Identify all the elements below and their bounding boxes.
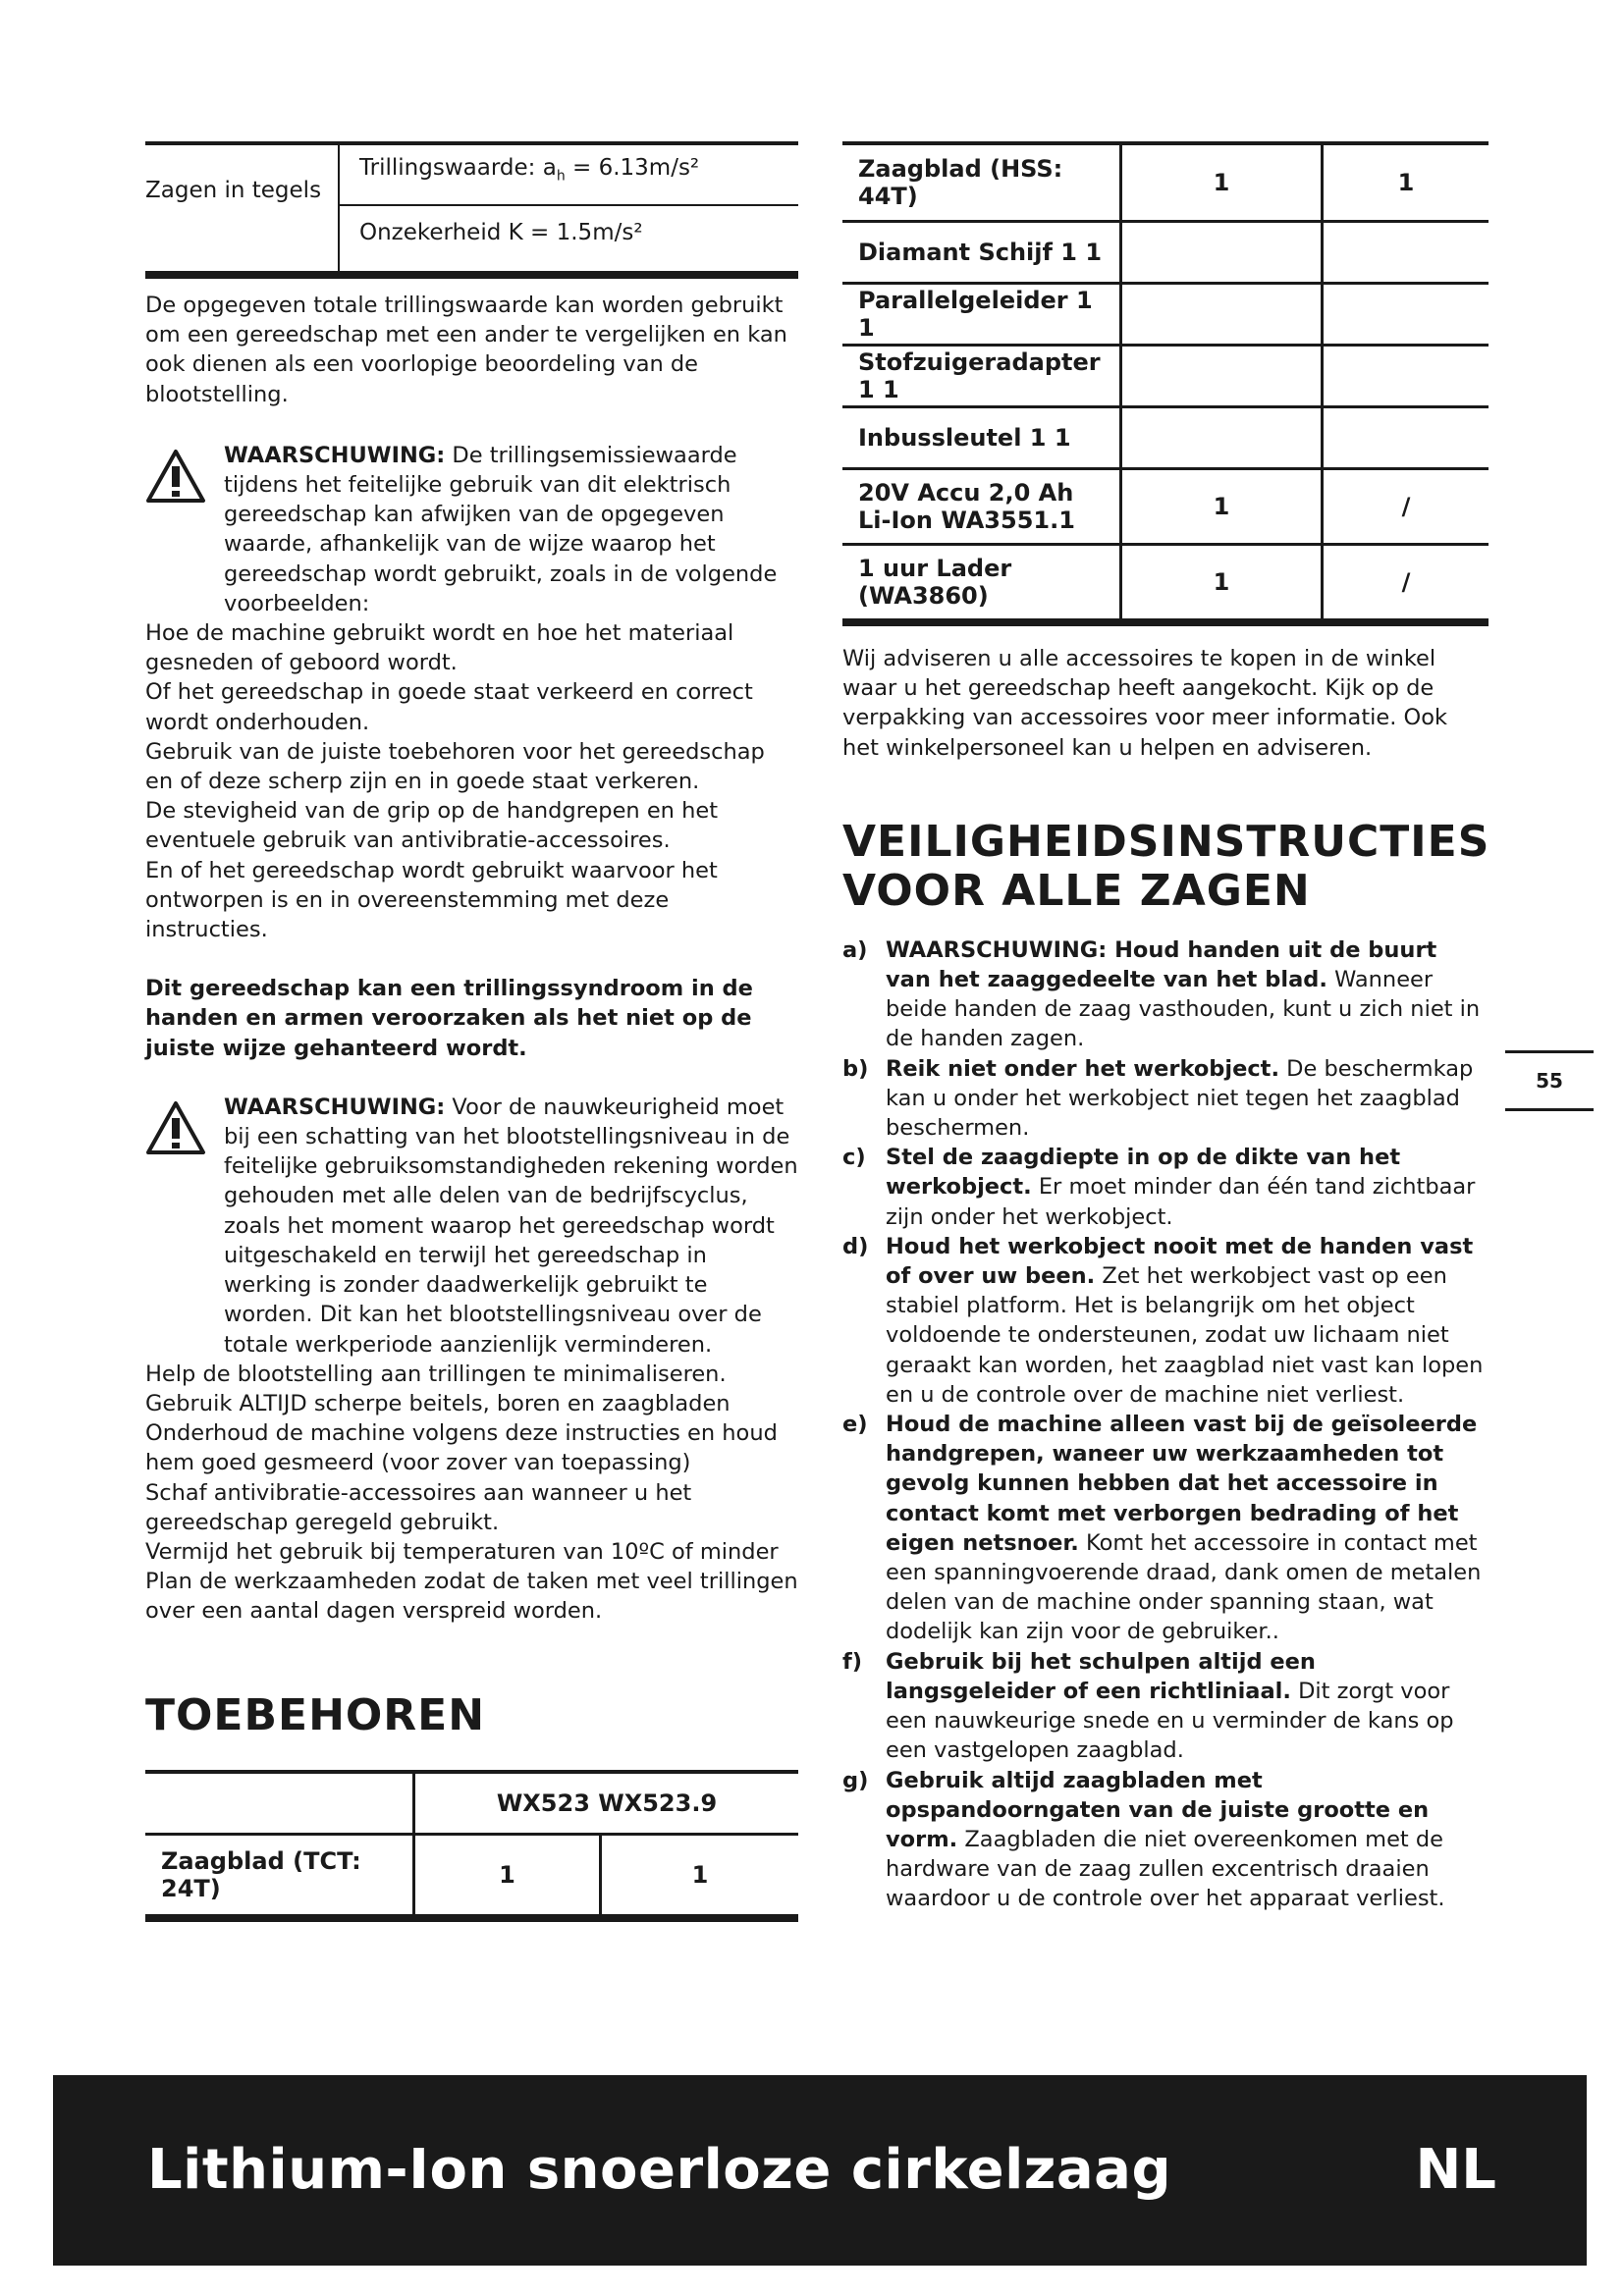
table-row — [145, 1834, 798, 1918]
footer-bar — [53, 2075, 1587, 2266]
table-cell: Zaagblad (TCT: 24T) — [145, 1834, 414, 1918]
table-cell: Inbussleutel 1 1 — [842, 407, 1121, 469]
list-item: De stevigheid van de grip op de handgrepen en het eventuele gebruik van antivibratie-accessoires. — [145, 798, 719, 854]
accessories-table-right — [842, 141, 1489, 626]
table-cell: Zaagblad (HSS: 44T) — [842, 143, 1121, 222]
warning-triangle-icon — [145, 449, 206, 504]
left-column — [145, 141, 798, 1922]
table-cell: / — [1323, 469, 1489, 545]
vibration-table — [145, 141, 798, 279]
list-item: Help de blootstelling aan trillingen te minimaliseren. — [145, 1361, 727, 1387]
table-row — [842, 407, 1489, 469]
table-cell: / — [1323, 545, 1489, 623]
list-item: Of het gereedschap in goede staat verkeerd en correct wordt onderhouden. — [145, 679, 753, 735]
table-cell: 1 — [414, 1834, 601, 1918]
table-cell — [1121, 222, 1323, 284]
safety-item-g: g) Gebruik altijd zaagbladen met opspandoorngaten van de juiste grootte en vorm. Zaagbladen die niet overeenkomen met de hardware van de zaag zullen excentrisch draaien waardoor u de controle over het apparaat verliest. — [842, 1767, 1445, 1912]
list-item: Vermijd het gebruik bij temperaturen van 10ºC of minder — [145, 1538, 779, 1565]
table-cell: 1 — [1121, 545, 1323, 623]
footer-title: Lithium-Ion snoerloze cirkelzaag — [147, 2138, 1172, 2202]
table-cell — [1121, 407, 1323, 469]
table-divider — [338, 145, 340, 271]
table-divider — [338, 204, 798, 206]
accessories-table-left — [145, 1770, 798, 1922]
safety-heading: VEILIGHEIDSINSTRUCTIES VOOR ALLE ZAGEN — [842, 816, 1490, 916]
vibration-syndrome-warning: Dit gereedschap kan een trillingssyndroom in de handen en armen veroorzaken als het niet op de juiste wijze gehanteerd wordt. — [145, 976, 753, 1061]
table-cell: Parallelgeleider 1 1 — [842, 284, 1121, 346]
table-cell: 1 — [1323, 143, 1489, 222]
warning-block-2 — [145, 1093, 798, 1360]
table-cell: 1 — [1121, 143, 1323, 222]
right-column — [842, 141, 1489, 1914]
table-cell: 1 — [1121, 469, 1323, 545]
safety-item-f: f) Gebruik bij het schulpen altijd een langsgeleider of een richtliniaal. Dit zorgt voor een nauwkeurige snede en u verminder de kans op een vastgelopen zaagblad. — [842, 1648, 1454, 1764]
table-cell — [1121, 284, 1323, 346]
table-cell: Diamant Schijf 1 1 — [842, 222, 1121, 284]
list-item: Schaf antivibratie-accessoires aan wanneer u het gereedschap geregeld gebruikt. — [145, 1479, 692, 1535]
table-cell: 1 uur Lader (WA3860) — [842, 545, 1121, 623]
safety-item-c: c) Stel de zaagdiepte in op de dikte van het werkobject. Er moet minder dan één tand zichtbaar zijn onder het werkobject. — [842, 1145, 1476, 1230]
vibration-row-label: Zagen in tegels — [145, 178, 322, 203]
table-row — [842, 469, 1489, 545]
safety-list — [842, 935, 1489, 1914]
table-cell: 20V Accu 2,0 Ah Li-Ion WA3551.1 — [842, 469, 1121, 545]
warning-1-text: WAARSCHUWING: De trillingsemissiewaarde tijdens het feitelijke gebruik van dit elektrisch gereedschap kan afwijken van de opgegeven waarde, afhankelijk van de wijze waarop het gereedschap wordt gebruikt, zoals in de volgende voorbeelden: — [224, 442, 778, 616]
table-row — [842, 143, 1489, 222]
vibration-intro: De opgegeven totale trillingswaarde kan worden gebruikt om een gereedschap met een ander te vergelijken en kan ook dienen als een voorlopige beoordeling van de blootstelling. — [145, 293, 787, 407]
table-row — [842, 222, 1489, 284]
accessories-heading: TOEBEHOREN — [145, 1689, 486, 1740]
table-cell — [1323, 222, 1489, 284]
warning-2-text: WAARSCHUWING: Voor de nauwkeurigheid moet bij een schatting van het blootstellingsniveau in de feitelijke gebruiksomstandigheden rekening worden gehouden met alle delen van de bedrijfscyclus, zoals het moment waarop het gereedschap wordt uitgeschakeld en terwijl het gereedschap in werking is zonder daadwerkelijk gebruikt te worden. Dit kan het blootstellingsniveau over de totale werkperiode aanzienlijk verminderen. — [224, 1094, 798, 1358]
safety-item-e: e) Houd de machine alleen vast bij de geïsoleerde handgrepen, waneer uw werkzaamheden tot gevolg kunnen hebben dat het accessoire in contact komt met verborgen bedrading of het eigen netsnoer. Komt het accessoire in contact met een spanningvoerende draad, dank omen de metalen delen van de machine onder spanning staan, wat dodelijk kan zijn voor de gebruiker.. — [842, 1412, 1482, 1645]
minimise-tips — [145, 1360, 798, 1627]
list-item: Plan de werkzaamheden zodat de taken met veel trillingen over een aantal dagen verspreid worden. — [145, 1569, 798, 1625]
table-row — [842, 346, 1489, 407]
table-header-row — [145, 1772, 798, 1835]
safety-item-a: a) WAARSCHUWING: Houd handen uit de buurt van het zaaggedeelte van het blad. Wanneer beide handen de zaag vasthouden, kunt u zich niet in de handen zagen. — [842, 936, 1481, 1052]
warning-block-1 — [145, 441, 798, 618]
safety-item-d: d) Houd het werkobject nooit met de handen vast of over uw been. Zet het werkobject vast op een stabiel platform. Het is belangrijk om het object voldoende te ondersteunen, zodat uw lichaam niet geraakt kan worden, het zaagblad niet vast kan lopen en u de controle over de machine niet verliest. — [842, 1233, 1484, 1408]
list-item: Gebruik van de juiste toebehoren voor het gereedschap en of deze scherp zijn en in goede staat verkeren. — [145, 738, 765, 795]
list-item: En of het gereedschap wordt gebruikt waarvoor het ontworpen is en in overeenstemming met deze instructies. — [145, 857, 718, 943]
table-cell — [1121, 346, 1323, 407]
table-cell — [1323, 407, 1489, 469]
table-row — [842, 545, 1489, 623]
vibration-value: Trillingswaarde: $a_h = 6.13m/s^2$ — [359, 155, 700, 185]
table-cell — [145, 1772, 414, 1835]
table-cell — [1323, 284, 1489, 346]
footer-language: NL — [1415, 2138, 1496, 2202]
table-cell: 1 — [601, 1834, 799, 1918]
safety-item-b: b) Reik niet onder het werkobject. De beschermkap kan u onder het werkobject niet tegen het zaagblad beschermen. — [842, 1055, 1474, 1142]
list-item: Onderhoud de machine volgens deze instructies en houd hem goed gesmeerd (voor zover van toepassing) — [145, 1420, 778, 1476]
accessory-advice: Wij adviseren u alle accessoires te kopen in de winkel waar u het gereedschap heeft aangekocht. Kijk op de verpakking van accessoires voor meer informatie. Ook het winkelpersoneel kan u helpen en adviseren. — [842, 646, 1448, 761]
list-item: Hoe de machine gebruikt wordt en hoe het materiaal gesneden of geboord wordt. — [145, 620, 734, 676]
usage-examples — [145, 618, 798, 944]
page-number: 55 — [1505, 1050, 1594, 1111]
warning-triangle-icon — [145, 1100, 206, 1155]
table-row — [842, 284, 1489, 346]
vibration-uncertainty: Onzekerheid K = 1.5m/s² — [359, 220, 643, 245]
table-cell: Stofzuigeradapter 1 1 — [842, 346, 1121, 407]
table-cell — [1323, 346, 1489, 407]
list-item: Gebruik ALTIJD scherpe beitels, boren en zaagbladen — [145, 1390, 731, 1416]
table-header-models: WX523 WX523.9 — [414, 1772, 799, 1835]
